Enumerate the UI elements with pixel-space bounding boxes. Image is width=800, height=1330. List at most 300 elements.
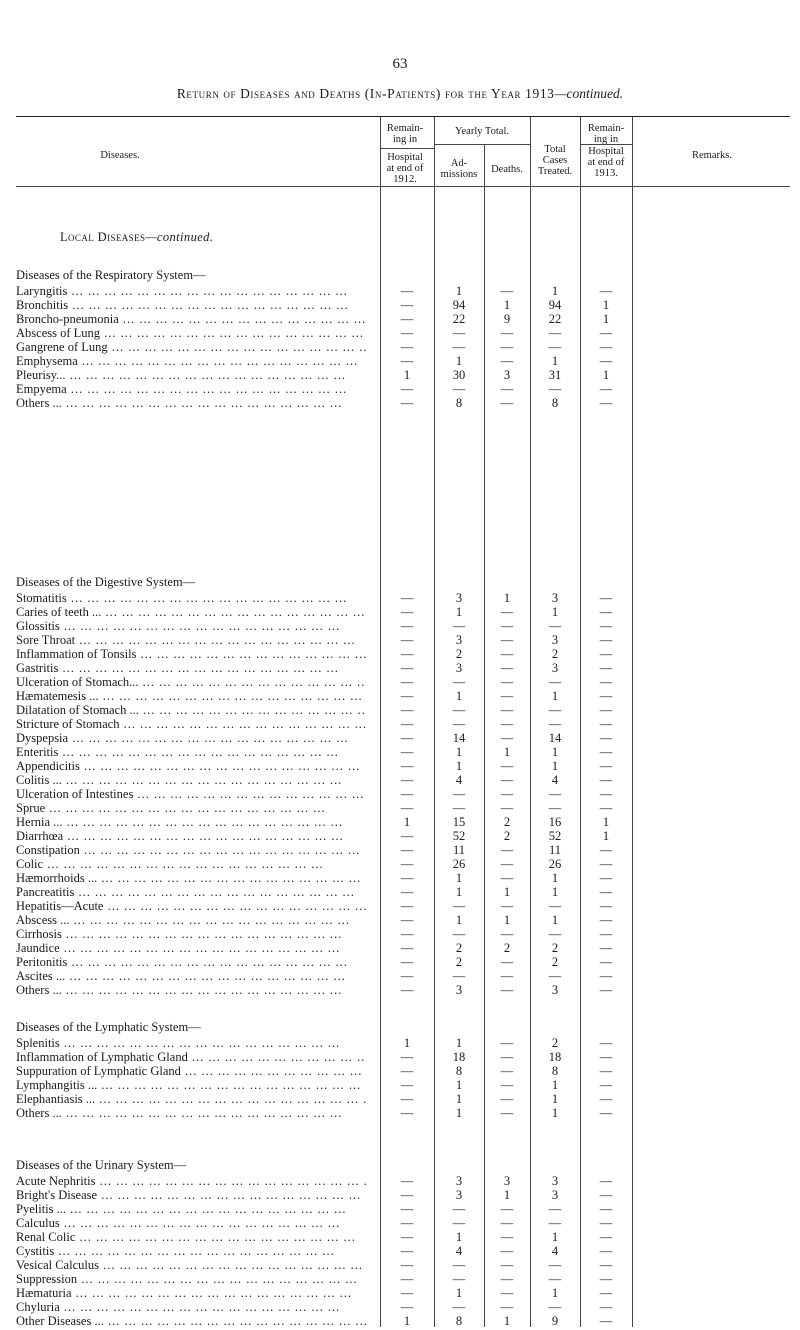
disease-name: Stomatitis ... .	[16, 591, 366, 606]
disease-name: Elephantiasis ... ... .	[16, 1092, 366, 1107]
cell-total: —	[548, 1202, 562, 1216]
disease-name: Peritonitis ... .	[16, 955, 366, 970]
cell-adm: 1	[455, 885, 463, 899]
cell-deaths: —	[500, 1106, 514, 1120]
cell-rem1913: —	[599, 1216, 613, 1230]
disease-name: Broncho-pneumonia ... .	[16, 312, 366, 327]
cell-rem1913: —	[599, 1244, 613, 1258]
cell-rem1912: —	[400, 284, 414, 298]
cell-adm: —	[452, 1272, 466, 1286]
cell-rem1912: —	[400, 326, 414, 340]
table-row	[16, 647, 776, 659]
header-remarks: Remarks.	[692, 150, 732, 161]
cell-rem1913: —	[599, 1258, 613, 1272]
cell-deaths: 1	[503, 745, 511, 759]
cell-adm: —	[452, 1300, 466, 1314]
cell-total: —	[548, 787, 562, 801]
cell-rem1913: —	[599, 759, 613, 773]
table-row	[16, 829, 776, 841]
table-row	[16, 1258, 776, 1270]
cell-adm: 1	[455, 745, 463, 759]
cell-adm: 1	[455, 1092, 463, 1106]
disease-name: Cystitis ... .	[16, 1244, 366, 1259]
disease-name: Suppression ... .	[16, 1272, 366, 1287]
cell-rem1912: —	[400, 717, 414, 731]
table-row	[16, 703, 776, 715]
disease-name: Enteritis ... .	[16, 745, 366, 760]
cell-adm: 15	[452, 815, 466, 829]
cell-rem1912: —	[400, 955, 414, 969]
cell-rem1913: —	[599, 1202, 613, 1216]
table-row	[16, 885, 776, 897]
cell-total: —	[548, 1216, 562, 1230]
cell-rem1912: —	[400, 871, 414, 885]
cell-deaths: —	[500, 284, 514, 298]
cell-adm: 3	[455, 591, 463, 605]
cell-adm: 1	[455, 284, 463, 298]
section-title-suffix: —continued.	[145, 230, 214, 244]
cell-deaths: 2	[503, 829, 511, 843]
cell-deaths: —	[500, 1050, 514, 1064]
header-total-2: Cases	[542, 155, 568, 166]
cell-deaths: —	[500, 689, 514, 703]
disease-name: Hæmatemesis ... ... .	[16, 689, 366, 704]
cell-total: 3	[551, 1174, 559, 1188]
table-row	[16, 815, 776, 827]
cell-adm: 1	[455, 759, 463, 773]
cell-total: 1	[551, 1092, 559, 1106]
header-sub-rule-rem1913	[580, 144, 632, 145]
cell-total: 26	[548, 857, 562, 871]
cell-rem1912: —	[400, 843, 414, 857]
table-row	[16, 1216, 776, 1228]
cell-total: —	[548, 1300, 562, 1314]
title-main: Return of Diseases and Deaths (In-Patients) for the Year 1913	[176, 86, 555, 101]
cell-deaths: 1	[503, 591, 511, 605]
cell-total: 8	[551, 396, 559, 410]
cell-rem1912: —	[400, 1286, 414, 1300]
table-row	[16, 1106, 776, 1118]
cell-rem1912: —	[400, 857, 414, 871]
cell-rem1912: —	[400, 885, 414, 899]
cell-rem1912: —	[400, 731, 414, 745]
cell-adm: —	[452, 619, 466, 633]
cell-total: 14	[548, 731, 562, 745]
cell-adm: —	[452, 899, 466, 913]
cell-adm: —	[452, 927, 466, 941]
cell-deaths: —	[500, 969, 514, 983]
header-rem1913-line2: ing in	[593, 134, 619, 145]
cell-adm: —	[452, 326, 466, 340]
disease-name: Constipation ... .	[16, 843, 366, 858]
cell-rem1912: —	[400, 647, 414, 661]
cell-total: 2	[551, 647, 559, 661]
disease-name: Inflammation of Lymphatic Gland ... .	[16, 1050, 366, 1065]
table-row	[16, 927, 776, 939]
table-row	[16, 773, 776, 785]
group-title: Diseases of the Lymphatic System—	[16, 1020, 201, 1034]
cell-adm: —	[452, 340, 466, 354]
cell-rem1913: —	[599, 1092, 613, 1106]
cell-adm: 2	[455, 955, 463, 969]
cell-deaths: —	[500, 801, 514, 815]
cell-adm: 4	[455, 1244, 463, 1258]
cell-rem1913: —	[599, 927, 613, 941]
cell-rem1912: —	[400, 1106, 414, 1120]
cell-rem1912: —	[400, 382, 414, 396]
cell-deaths: —	[500, 703, 514, 717]
disease-name: Hepatitis—Acute ... .	[16, 899, 366, 914]
disease-name: Empyema ... .	[16, 382, 366, 397]
header-rem1912-line1: Remain-	[386, 123, 424, 134]
cell-adm: 11	[452, 843, 466, 857]
cell-deaths: —	[500, 773, 514, 787]
cell-rem1912: —	[400, 759, 414, 773]
table-row	[16, 633, 776, 645]
cell-deaths: —	[500, 857, 514, 871]
disease-name: Dyspepsia ... .	[16, 731, 366, 746]
disease-name: Acute Nephritis ... .	[16, 1174, 366, 1189]
table-row	[16, 284, 776, 296]
table-row	[16, 1036, 776, 1048]
header-rem1912-line4: at end of	[386, 163, 424, 174]
group-title: Diseases of the Respiratory System—	[16, 268, 206, 282]
cell-total: 1	[551, 354, 559, 368]
disease-name: Cirrhosis ... .	[16, 927, 366, 942]
table-row	[16, 1064, 776, 1076]
disease-name: Calculus ... .	[16, 1216, 366, 1231]
cell-total: —	[548, 675, 562, 689]
cell-rem1913: —	[599, 969, 613, 983]
cell-total: 2	[551, 1036, 559, 1050]
table-row	[16, 298, 776, 310]
cell-total: 8	[551, 1064, 559, 1078]
cell-deaths: —	[500, 927, 514, 941]
cell-deaths: —	[500, 1230, 514, 1244]
table-row	[16, 340, 776, 352]
cell-rem1913: —	[599, 913, 613, 927]
cell-rem1913: —	[599, 885, 613, 899]
header-sub-rule-yearly	[434, 144, 530, 145]
cell-adm: 1	[455, 1106, 463, 1120]
cell-deaths: —	[500, 633, 514, 647]
cell-adm: 1	[455, 354, 463, 368]
cell-rem1913: —	[599, 605, 613, 619]
cell-rem1913: —	[599, 773, 613, 787]
cell-total: 1	[551, 759, 559, 773]
table-row	[16, 326, 776, 338]
disease-name: Abscess of Lung ... .	[16, 326, 366, 341]
cell-deaths: —	[500, 1036, 514, 1050]
cell-rem1913: —	[599, 675, 613, 689]
header-rem1913-line5: 1913.	[594, 168, 618, 179]
header-rem1913-line3: Hospital	[588, 146, 624, 157]
cell-rem1912: —	[400, 1188, 414, 1202]
cell-total: —	[548, 619, 562, 633]
cell-rem1913: —	[599, 1050, 613, 1064]
cell-rem1912: —	[400, 801, 414, 815]
cell-rem1912: —	[400, 619, 414, 633]
table-row	[16, 689, 776, 701]
cell-rem1912: —	[400, 969, 414, 983]
cell-total: 1	[551, 885, 559, 899]
cell-total: 52	[548, 829, 562, 843]
cell-rem1912: —	[400, 899, 414, 913]
cell-adm: 3	[455, 1174, 463, 1188]
cell-adm: —	[452, 787, 466, 801]
cell-rem1912: 1	[403, 1314, 411, 1328]
cell-adm: 1	[455, 1230, 463, 1244]
table-row	[16, 1174, 776, 1186]
cell-adm: 14	[452, 731, 466, 745]
cell-total: 1	[551, 689, 559, 703]
cell-adm: —	[452, 703, 466, 717]
cell-rem1913: —	[599, 1272, 613, 1286]
cell-deaths: 1	[503, 885, 511, 899]
cell-adm: —	[452, 717, 466, 731]
cell-total: 1	[551, 871, 559, 885]
cell-adm: 22	[452, 312, 466, 326]
cell-total: 22	[548, 312, 562, 326]
disease-name: Vesical Calculus ... .	[16, 1258, 366, 1273]
table-row	[16, 745, 776, 757]
cell-total: —	[548, 1272, 562, 1286]
cell-rem1913: —	[599, 591, 613, 605]
table-row	[16, 1230, 776, 1242]
cell-rem1913: —	[599, 941, 613, 955]
cell-deaths: 1	[503, 1314, 511, 1328]
header-rem1912-line3: Hospital	[387, 152, 423, 163]
cell-rem1912: —	[400, 591, 414, 605]
cell-rem1912: —	[400, 1078, 414, 1092]
cell-adm: 52	[452, 829, 466, 843]
cell-adm: 3	[455, 633, 463, 647]
cell-deaths: —	[500, 1258, 514, 1272]
cell-rem1912: —	[400, 354, 414, 368]
table-row	[16, 717, 776, 729]
table-row	[16, 1300, 776, 1312]
cell-deaths: 3	[503, 368, 511, 382]
cell-rem1912: —	[400, 1258, 414, 1272]
cell-deaths: —	[500, 1286, 514, 1300]
table-row	[16, 759, 776, 771]
page-title	[0, 86, 800, 102]
table-row	[16, 1050, 776, 1062]
cell-rem1912: —	[400, 312, 414, 326]
cell-rem1912: —	[400, 1174, 414, 1188]
disease-name: Laryngitis ... .	[16, 284, 366, 299]
disease-name: Sore Throat ... .	[16, 633, 366, 648]
cell-deaths: 2	[503, 815, 511, 829]
cell-adm: 1	[455, 871, 463, 885]
cell-deaths: —	[500, 899, 514, 913]
cell-adm: 3	[455, 1188, 463, 1202]
header-rem1912-line2: ing in	[392, 134, 418, 145]
cell-rem1912: —	[400, 1092, 414, 1106]
disease-name: Bronchitis ... .	[16, 298, 366, 313]
cell-deaths: 1	[503, 298, 511, 312]
cell-rem1913: —	[599, 1064, 613, 1078]
cell-rem1913: —	[599, 647, 613, 661]
disease-name: Pleurisy... ... .	[16, 368, 366, 383]
cell-total: 9	[551, 1314, 559, 1328]
cell-deaths: —	[500, 717, 514, 731]
header-diseases: Diseases.	[100, 150, 140, 161]
disease-name: Abscess ... ... .	[16, 913, 366, 928]
cell-deaths: —	[500, 326, 514, 340]
cell-total: 3	[551, 591, 559, 605]
cell-total: 1	[551, 1106, 559, 1120]
disease-name: Hernia ... ... .	[16, 815, 366, 830]
table-row	[16, 941, 776, 953]
cell-total: 31	[548, 368, 562, 382]
table-row	[16, 1092, 776, 1104]
table-row	[16, 619, 776, 631]
table-row	[16, 843, 776, 855]
cell-deaths: —	[500, 1202, 514, 1216]
cell-total: 2	[551, 941, 559, 955]
disease-name: Pancreatitis ... .	[16, 885, 366, 900]
cell-rem1913: —	[599, 703, 613, 717]
cell-total: —	[548, 1258, 562, 1272]
cell-rem1913: —	[599, 787, 613, 801]
cell-total: 4	[551, 773, 559, 787]
cell-adm: —	[452, 1258, 466, 1272]
cell-adm: 18	[452, 1050, 466, 1064]
cell-rem1913: —	[599, 955, 613, 969]
cell-deaths: —	[500, 605, 514, 619]
cell-total: 3	[551, 661, 559, 675]
cell-deaths: 9	[503, 312, 511, 326]
disease-name: Colitis ... ... .	[16, 773, 366, 788]
cell-deaths: —	[500, 871, 514, 885]
table-row	[16, 675, 776, 687]
cell-rem1912: —	[400, 298, 414, 312]
cell-total: 1	[551, 605, 559, 619]
cell-deaths: —	[500, 647, 514, 661]
header-yearly-total: Yearly Total.	[454, 126, 509, 137]
cell-deaths: —	[500, 759, 514, 773]
cell-rem1913: —	[599, 1174, 613, 1188]
table-row	[16, 871, 776, 883]
cell-rem1912: —	[400, 1300, 414, 1314]
disease-name: Diarrhœa ... .	[16, 829, 366, 844]
cell-rem1913: —	[599, 396, 613, 410]
cell-deaths: —	[500, 1300, 514, 1314]
cell-deaths: 3	[503, 1174, 511, 1188]
cell-adm: —	[452, 1216, 466, 1230]
cell-total: —	[548, 717, 562, 731]
cell-deaths: —	[500, 1216, 514, 1230]
cell-rem1912: —	[400, 983, 414, 997]
disease-name: Jaundice ... .	[16, 941, 366, 956]
disease-name: Suppuration of Lymphatic Gland ... .	[16, 1064, 366, 1079]
cell-deaths: —	[500, 661, 514, 675]
group-title: Diseases of the Digestive System—	[16, 575, 196, 589]
disease-name: Ulceration of Intestines ... .	[16, 787, 366, 802]
cell-rem1912: 1	[403, 368, 411, 382]
cell-deaths: —	[500, 983, 514, 997]
cell-adm: 8	[455, 396, 463, 410]
disease-name: Other Diseases ... ... .	[16, 1314, 366, 1329]
table-row	[16, 899, 776, 911]
cell-deaths: —	[500, 354, 514, 368]
cell-rem1913: —	[599, 619, 613, 633]
cell-rem1913: —	[599, 340, 613, 354]
cell-adm: 2	[455, 941, 463, 955]
header-rem1913-line4: at end of	[587, 157, 625, 168]
header-admissions-1: Ad-	[450, 158, 468, 169]
table-row	[16, 983, 776, 995]
cell-rem1912: —	[400, 689, 414, 703]
cell-rem1913: 1	[602, 815, 610, 829]
cell-rem1913: —	[599, 661, 613, 675]
section-title-main: Local Diseases	[60, 230, 146, 244]
page-number: 63	[392, 56, 408, 72]
cell-rem1912: —	[400, 633, 414, 647]
cell-adm: 30	[452, 368, 466, 382]
cell-rem1912: —	[400, 773, 414, 787]
table-row	[16, 1314, 776, 1326]
cell-rem1913: —	[599, 326, 613, 340]
cell-total: 1	[551, 913, 559, 927]
cell-rem1913: —	[599, 689, 613, 703]
cell-total: 11	[548, 843, 562, 857]
cell-deaths: —	[500, 955, 514, 969]
cell-adm: 2	[455, 647, 463, 661]
cell-adm: 26	[452, 857, 466, 871]
cell-rem1913: —	[599, 983, 613, 997]
cell-rem1912: —	[400, 1272, 414, 1286]
cell-rem1912: 1	[403, 815, 411, 829]
disease-name: Bright's Disease ... .	[16, 1188, 366, 1203]
cell-deaths: —	[500, 787, 514, 801]
table-row	[16, 1286, 776, 1298]
cell-total: —	[548, 801, 562, 815]
cell-rem1913: —	[599, 899, 613, 913]
section-title	[60, 230, 213, 245]
cell-adm: —	[452, 382, 466, 396]
table-row	[16, 605, 776, 617]
cell-rem1912: —	[400, 787, 414, 801]
cell-deaths: —	[500, 731, 514, 745]
cell-rem1913: 1	[602, 312, 610, 326]
table-row	[16, 857, 776, 869]
cell-adm: 3	[455, 983, 463, 997]
cell-total: 16	[548, 815, 562, 829]
cell-total: 1	[551, 284, 559, 298]
cell-rem1912: —	[400, 661, 414, 675]
cell-rem1913: —	[599, 1314, 613, 1328]
cell-adm: 8	[455, 1314, 463, 1328]
cell-total: 3	[551, 983, 559, 997]
cell-total: 3	[551, 1188, 559, 1202]
cell-total: —	[548, 703, 562, 717]
cell-rem1913: —	[599, 1300, 613, 1314]
cell-deaths: —	[500, 340, 514, 354]
table-row	[16, 396, 776, 408]
table-row	[16, 913, 776, 925]
cell-rem1912: —	[400, 1202, 414, 1216]
table-row	[16, 801, 776, 813]
header-sub-rule-rem1912	[380, 148, 434, 149]
disease-name: Lymphangitis ... ... .	[16, 1078, 366, 1093]
cell-total: —	[548, 899, 562, 913]
cell-total: —	[548, 382, 562, 396]
cell-rem1913: —	[599, 871, 613, 885]
cell-rem1912: —	[400, 1050, 414, 1064]
disease-name: Dilatation of Stomach ... ... .	[16, 703, 366, 718]
